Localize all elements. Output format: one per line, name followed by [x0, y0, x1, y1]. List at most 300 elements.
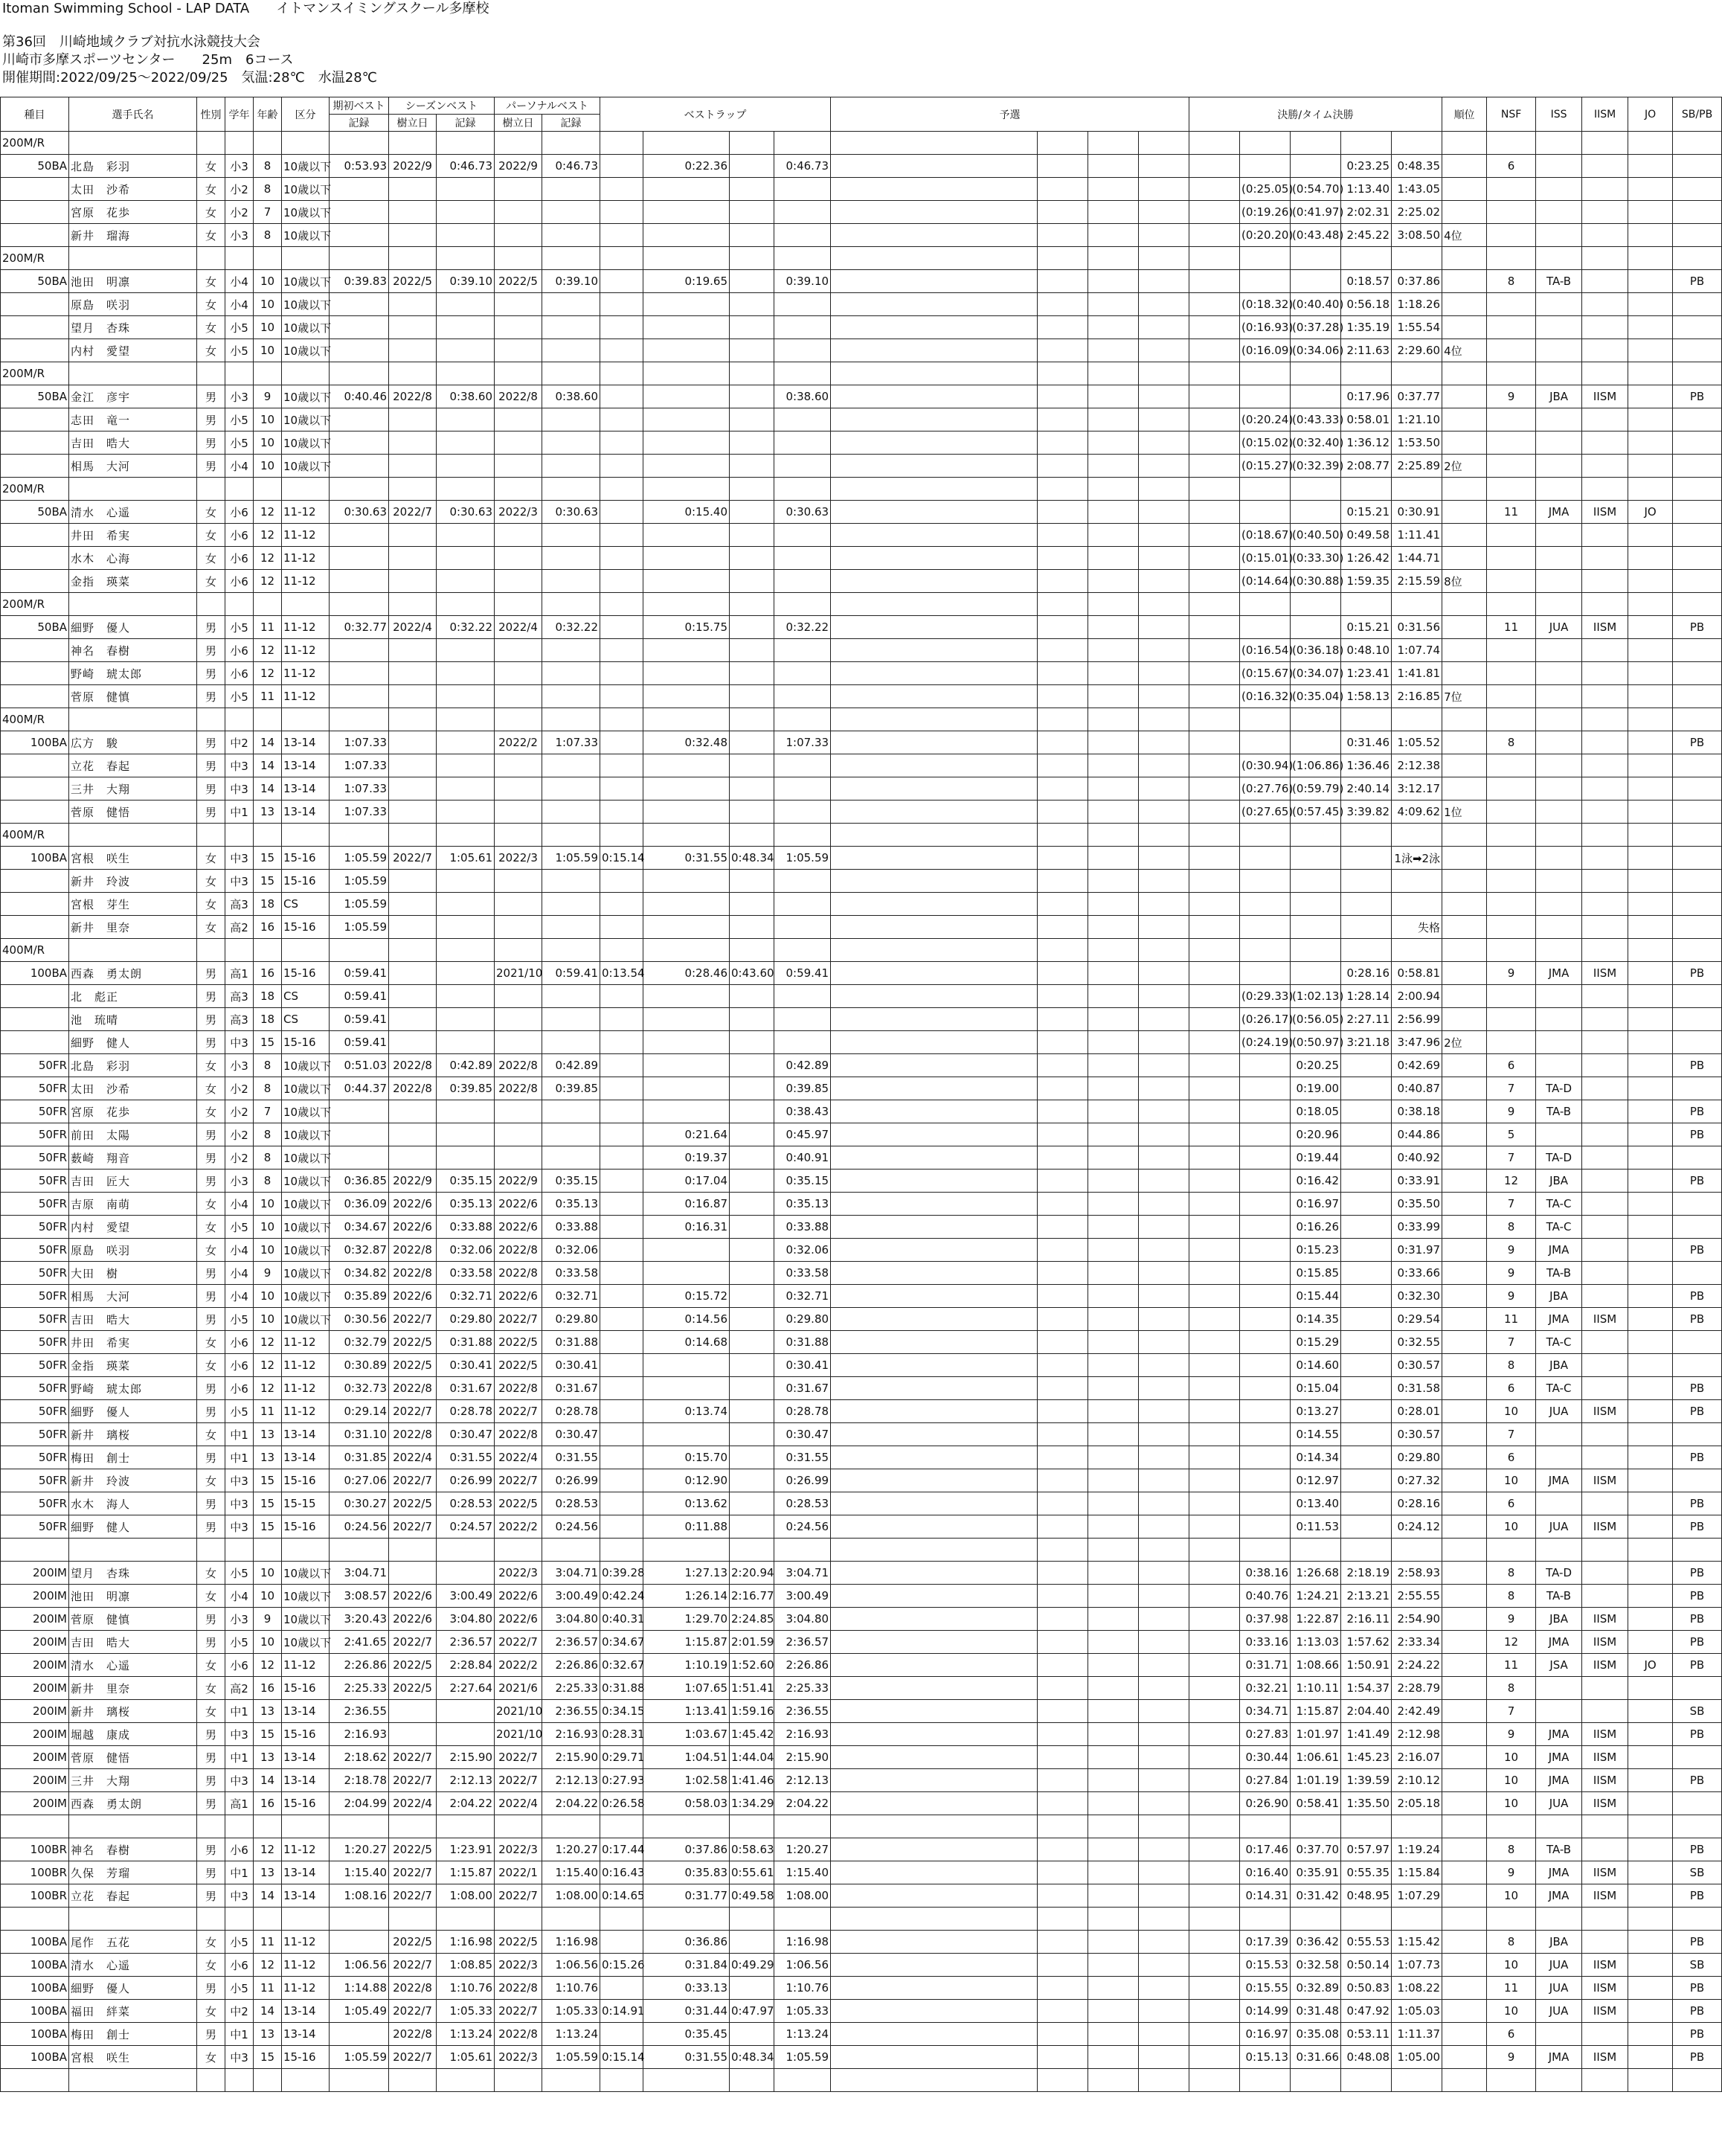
final-split: (0:16.32) — [1240, 685, 1291, 708]
final-split: 0:31.42 — [1291, 1884, 1341, 1908]
relay-group-label: 400M/R — [1, 824, 69, 847]
personal-best-date: 2022/7 — [495, 1469, 542, 1492]
prelim-split — [1088, 1792, 1139, 1815]
final-spacer — [1189, 1884, 1240, 1908]
entry-best-record: 2:36.55 — [330, 1700, 389, 1723]
season-best-date — [389, 985, 437, 1008]
jo-cell — [1628, 1492, 1673, 1515]
best-lap-split: 2:12.13 — [774, 1769, 831, 1792]
empty-cell — [774, 593, 831, 616]
best-lap-split: 1:44.04 — [730, 1746, 774, 1769]
entry-best-record: 0:31.10 — [330, 1423, 389, 1446]
prelim-split — [1038, 962, 1088, 985]
jo-cell — [1628, 2023, 1673, 2046]
empty-cell — [1189, 939, 1240, 962]
empty-cell — [1341, 478, 1392, 501]
final-split: 0:16.97 — [1291, 1193, 1341, 1216]
prelim-split — [831, 685, 1038, 708]
best-lap-split — [600, 1008, 643, 1031]
swimmer-name: 立花 春起 — [69, 754, 197, 777]
iism-cell — [1582, 1562, 1628, 1585]
prelim-split — [1088, 316, 1139, 339]
gender-cell: 男 — [197, 962, 225, 985]
event-cell: 100BA — [1, 1954, 69, 1977]
table-row — [1, 547, 1722, 570]
final-spacer — [1189, 1700, 1240, 1723]
swimmer-name: 太田 沙希 — [69, 1077, 197, 1100]
final-spacer — [1189, 570, 1240, 593]
empty-cell — [437, 708, 495, 731]
best-lap-split: 0:39.10 — [774, 270, 831, 293]
personal-best-record: 0:46.73 — [542, 155, 600, 178]
final-spacer — [1189, 1723, 1240, 1746]
swimmer-name: 細野 健人 — [69, 1515, 197, 1539]
entry-best-record: 1:07.33 — [330, 777, 389, 801]
gender-cell: 男 — [197, 1308, 225, 1331]
sbpb-cell: PB — [1673, 616, 1722, 639]
grade-cell: 小6 — [225, 1377, 254, 1400]
prelim-split — [1038, 1193, 1088, 1216]
age-cell: 18 — [254, 1008, 282, 1031]
empty-cell — [254, 478, 282, 501]
best-lap-split — [730, 1423, 774, 1446]
final-spacer — [1189, 1308, 1240, 1331]
meet-dates: 開催期間:2022/09/25～2022/09/25 気温:28℃ 水温28℃ — [2, 70, 377, 86]
season-best-date: 2022/8 — [389, 2023, 437, 2046]
sbpb-cell: PB — [1673, 1123, 1722, 1146]
final-split: 0:58.41 — [1291, 1792, 1341, 1815]
empty-cell — [330, 478, 389, 501]
iism-cell: IISM — [1582, 1769, 1628, 1792]
prelim-split — [1038, 1954, 1088, 1977]
division-cell: 10歳以下 — [282, 1146, 330, 1170]
prelim-split — [1088, 847, 1139, 870]
personal-best-date: 2022/1 — [495, 1861, 542, 1884]
prelim-split — [1038, 547, 1088, 570]
prelim-split — [1088, 1193, 1139, 1216]
best-lap-split: 0:32.06 — [774, 1239, 831, 1262]
empty-cell — [1487, 478, 1536, 501]
empty-cell — [1442, 708, 1487, 731]
best-lap-split: 0:14.56 — [643, 1308, 730, 1331]
season-best-date: 2022/5 — [389, 1677, 437, 1700]
jo-cell — [1628, 339, 1673, 362]
table-row — [1, 1977, 1722, 2000]
nsf-cell — [1487, 293, 1536, 316]
prelim-split — [831, 1054, 1038, 1077]
season-best-record: 0:42.89 — [437, 1054, 495, 1077]
personal-best-record — [542, 178, 600, 201]
empty-cell — [600, 1815, 643, 1838]
empty-cell — [254, 1815, 282, 1838]
final-split — [1291, 385, 1341, 408]
best-lap-split: 1:13.24 — [774, 2023, 831, 2046]
rank-cell — [1442, 1585, 1487, 1608]
prelim-split — [1038, 1239, 1088, 1262]
final-split: 0:48.10 — [1341, 639, 1392, 662]
swimmer-name: 池田 明凛 — [69, 1585, 197, 1608]
final-split: 3:08.50 — [1392, 224, 1442, 247]
entry-best-record — [330, 339, 389, 362]
rank-cell — [1442, 1608, 1487, 1631]
gender-cell: 女 — [197, 870, 225, 893]
prelim-split — [831, 1631, 1038, 1654]
season-best-record: 1:10.76 — [437, 1977, 495, 2000]
empty-cell — [69, 132, 197, 155]
swimmer-name: 太田 沙希 — [69, 178, 197, 201]
entry-best-record: 1:20.27 — [330, 1838, 389, 1861]
table-row — [1, 985, 1722, 1008]
final-split: 0:48.08 — [1341, 2046, 1392, 2069]
personal-best-record: 3:00.49 — [542, 1585, 600, 1608]
table-row — [1, 570, 1722, 593]
gender-cell: 女 — [197, 1193, 225, 1216]
empty-cell — [730, 2069, 774, 2092]
event-cell: 100BA — [1, 962, 69, 985]
event-cell: 100BA — [1, 1977, 69, 2000]
iss-cell: JBA — [1536, 1608, 1582, 1631]
empty-cell — [1341, 1908, 1392, 1931]
best-lap-split — [600, 1054, 643, 1077]
best-lap-split — [730, 385, 774, 408]
personal-best-record — [542, 985, 600, 1008]
empty-cell — [69, 2069, 197, 2092]
table-row — [1, 1400, 1722, 1423]
empty-cell — [600, 362, 643, 385]
empty-cell — [282, 247, 330, 270]
empty-cell — [1189, 362, 1240, 385]
division-cell: 10歳以下 — [282, 155, 330, 178]
prelim-split — [831, 801, 1038, 824]
nsf-cell: 11 — [1487, 1654, 1536, 1677]
iism-cell — [1582, 847, 1628, 870]
sbpb-cell — [1673, 293, 1722, 316]
rank-cell — [1442, 1884, 1487, 1908]
personal-best-date — [495, 685, 542, 708]
final-spacer — [1189, 1608, 1240, 1631]
final-split: 1:05.00 — [1392, 2046, 1442, 2069]
best-lap-split: 0:42.24 — [600, 1585, 643, 1608]
iss-cell — [1536, 316, 1582, 339]
division-cell: 10歳以下 — [282, 270, 330, 293]
empty-cell — [197, 1908, 225, 1931]
nsf-cell — [1487, 224, 1536, 247]
prelim-split — [1038, 1077, 1088, 1100]
prelim-split — [1139, 1746, 1189, 1769]
division-cell: 10歳以下 — [282, 1308, 330, 1331]
final-split — [1341, 1354, 1392, 1377]
best-lap-split: 2:24.85 — [730, 1608, 774, 1631]
personal-best-record — [542, 316, 600, 339]
prelim-split — [831, 847, 1038, 870]
rank-cell — [1442, 1654, 1487, 1677]
rank-cell: 4位 — [1442, 339, 1487, 362]
age-cell: 14 — [254, 1769, 282, 1792]
relay-group-label: 400M/R — [1, 708, 69, 731]
gender-cell: 男 — [197, 777, 225, 801]
best-lap-split: 0:49.58 — [730, 1884, 774, 1908]
iss-cell: JBA — [1536, 1354, 1582, 1377]
best-lap-split — [600, 1931, 643, 1954]
best-lap-split — [774, 1031, 831, 1054]
empty-cell — [643, 247, 730, 270]
final-spacer — [1189, 2023, 1240, 2046]
gender-cell: 男 — [197, 685, 225, 708]
final-split: 0:29.80 — [1392, 1446, 1442, 1469]
final-split: (0:43.33) — [1291, 408, 1341, 431]
prelim-split — [1088, 293, 1139, 316]
final-split — [1341, 1331, 1392, 1354]
sbpb-cell — [1673, 570, 1722, 593]
table-row — [1, 801, 1722, 824]
final-split: 0:57.97 — [1341, 1838, 1392, 1861]
final-split — [1240, 916, 1291, 939]
final-split: 0:20.96 — [1291, 1123, 1341, 1146]
grade-cell: 中3 — [225, 1769, 254, 1792]
sbpb-cell — [1673, 985, 1722, 1008]
final-split: 0:35.91 — [1291, 1861, 1341, 1884]
personal-best-date: 2022/8 — [495, 1977, 542, 2000]
final-split: 2:05.18 — [1392, 1792, 1442, 1815]
final-split: 0:17.39 — [1240, 1931, 1291, 1954]
rank-cell — [1442, 1216, 1487, 1239]
swimmer-name: 野崎 琥太郎 — [69, 1377, 197, 1400]
best-lap-split: 1:04.51 — [643, 1746, 730, 1769]
final-split — [1240, 385, 1291, 408]
empty-cell — [254, 1539, 282, 1562]
entry-best-record: 0:32.77 — [330, 616, 389, 639]
iss-cell — [1536, 408, 1582, 431]
sbpb-cell — [1673, 1146, 1722, 1170]
final-split — [1240, 1377, 1291, 1400]
empty-cell — [1341, 1539, 1392, 1562]
season-best-record: 2:36.57 — [437, 1631, 495, 1654]
iism-cell: IISM — [1582, 1884, 1628, 1908]
iss-cell: TA-C — [1536, 1331, 1582, 1354]
gender-cell: 女 — [197, 2000, 225, 2023]
swimmer-name: 吉田 晧大 — [69, 1308, 197, 1331]
rank-cell — [1442, 662, 1487, 685]
final-split: 0:23.25 — [1341, 155, 1392, 178]
iism-cell — [1582, 270, 1628, 293]
final-split: 0:53.11 — [1341, 2023, 1392, 2046]
final-split — [1291, 155, 1341, 178]
empty-cell — [1392, 593, 1442, 616]
final-split — [1341, 1377, 1392, 1400]
grade-cell: 中3 — [225, 870, 254, 893]
swimmer-name: 原島 咲羽 — [69, 1239, 197, 1262]
empty-cell — [437, 1539, 495, 1562]
nsf-cell: 9 — [1487, 2046, 1536, 2069]
final-split: 0:58.01 — [1341, 408, 1392, 431]
best-lap-split — [643, 639, 730, 662]
prelim-split — [1139, 1515, 1189, 1539]
iss-cell: TA-C — [1536, 1377, 1582, 1400]
final-spacer — [1189, 1377, 1240, 1400]
empty-cell — [1341, 132, 1392, 155]
season-best-record — [437, 1723, 495, 1746]
final-split: (0:36.18) — [1291, 639, 1341, 662]
final-spacer — [1189, 270, 1240, 293]
prelim-split — [1139, 1585, 1189, 1608]
prelim-split — [1038, 1654, 1088, 1677]
empty-cell — [831, 1539, 1038, 1562]
final-spacer — [1189, 1216, 1240, 1239]
best-lap-split — [774, 639, 831, 662]
empty-cell — [1291, 362, 1341, 385]
table-row — [1, 1884, 1722, 1908]
final-split: (0:50.97) — [1291, 1031, 1341, 1054]
group-row — [1, 708, 1722, 731]
prelim-split — [1038, 1123, 1088, 1146]
gender-cell: 男 — [197, 1492, 225, 1515]
empty-cell — [600, 939, 643, 962]
empty-cell — [1088, 939, 1139, 962]
event-cell — [1, 985, 69, 1008]
season-best-record — [437, 662, 495, 685]
best-lap-split: 1:20.27 — [774, 1838, 831, 1861]
best-lap-split — [730, 224, 774, 247]
best-lap-split — [643, 1008, 730, 1031]
division-cell: 11-12 — [282, 662, 330, 685]
best-lap-split — [730, 1008, 774, 1031]
grade-cell: 小5 — [225, 431, 254, 455]
jo-cell — [1628, 1977, 1673, 2000]
empty-cell — [330, 593, 389, 616]
empty-cell — [1088, 1908, 1139, 1931]
prelim-split — [1088, 893, 1139, 916]
grade-cell: 小5 — [225, 316, 254, 339]
age-cell: 8 — [254, 224, 282, 247]
empty-cell — [1673, 2069, 1722, 2092]
swimmer-name: 菅原 健悟 — [69, 801, 197, 824]
entry-best-record: 0:30.56 — [330, 1308, 389, 1331]
empty-cell — [643, 593, 730, 616]
swimmer-name: 神名 春樹 — [69, 1838, 197, 1861]
best-lap-split — [600, 431, 643, 455]
prelim-split — [1088, 1654, 1139, 1677]
final-split — [1341, 870, 1392, 893]
grade-cell: 小6 — [225, 1331, 254, 1354]
age-cell: 10 — [254, 455, 282, 478]
best-lap-split: 0:28.46 — [643, 962, 730, 985]
season-best-record — [437, 1123, 495, 1146]
prelim-split — [831, 1308, 1038, 1331]
empty-cell — [831, 247, 1038, 270]
empty-cell — [1240, 1908, 1291, 1931]
empty-cell — [389, 1815, 437, 1838]
rank-cell: 8位 — [1442, 570, 1487, 593]
final-split: 0:35.08 — [1291, 2023, 1341, 2046]
final-split: 0:14.99 — [1240, 2000, 1291, 2023]
table-row — [1, 1285, 1722, 1308]
best-lap-split: 0:38.60 — [774, 385, 831, 408]
empty-cell — [1341, 593, 1392, 616]
event-cell — [1, 431, 69, 455]
final-split: 1:11.37 — [1392, 2023, 1442, 2046]
empty-cell — [1038, 2069, 1088, 2092]
empty-cell — [1628, 1539, 1673, 1562]
iism-cell — [1582, 316, 1628, 339]
best-lap-split — [600, 1469, 643, 1492]
prelim-split — [1139, 1285, 1189, 1308]
final-split: 2:00.94 — [1392, 985, 1442, 1008]
best-lap-split — [774, 547, 831, 570]
empty-cell — [1240, 824, 1291, 847]
final-split — [1341, 1239, 1392, 1262]
nsf-cell: 9 — [1487, 1285, 1536, 1308]
grade-cell: 中1 — [225, 1746, 254, 1769]
rank-cell — [1442, 731, 1487, 754]
nsf-cell: 10 — [1487, 1792, 1536, 1815]
prelim-split — [831, 1608, 1038, 1631]
prelim-split — [1088, 1884, 1139, 1908]
final-split: 1:15.42 — [1392, 1931, 1442, 1954]
best-lap-split — [600, 731, 643, 754]
final-split: 3:12.17 — [1392, 777, 1442, 801]
rank-cell — [1442, 1562, 1487, 1585]
empty-cell — [282, 708, 330, 731]
jo-cell — [1628, 662, 1673, 685]
final-split: 2:02.31 — [1341, 201, 1392, 224]
personal-best-date: 2022/3 — [495, 2046, 542, 2069]
col-age: 年齢 — [254, 97, 282, 132]
age-cell: 8 — [254, 1123, 282, 1146]
season-best-record — [437, 985, 495, 1008]
empty-cell — [1487, 247, 1536, 270]
empty-cell — [69, 939, 197, 962]
table-row — [1, 1377, 1722, 1400]
empty-cell — [437, 132, 495, 155]
gender-cell: 男 — [197, 1515, 225, 1539]
table-row — [1, 731, 1722, 754]
personal-best-date: 2022/9 — [495, 155, 542, 178]
final-split — [1341, 1146, 1392, 1170]
final-spacer — [1189, 524, 1240, 547]
empty-cell — [1392, 2069, 1442, 2092]
prelim-split — [1088, 1608, 1139, 1631]
best-lap-split — [643, 916, 730, 939]
best-lap-split — [730, 2023, 774, 2046]
iss-cell — [1536, 662, 1582, 685]
table-row — [1, 1446, 1722, 1469]
empty-cell — [1673, 362, 1722, 385]
personal-best-record: 0:30.63 — [542, 501, 600, 524]
final-split — [1341, 1193, 1392, 1216]
final-split — [1240, 1077, 1291, 1100]
sbpb-cell — [1673, 1746, 1722, 1769]
best-lap-split — [730, 431, 774, 455]
nsf-cell: 11 — [1487, 501, 1536, 524]
rank-cell — [1442, 2000, 1487, 2023]
rank-cell — [1442, 1239, 1487, 1262]
iss-cell: JUA — [1536, 1792, 1582, 1815]
final-split: 0:32.55 — [1392, 1331, 1442, 1354]
swimmer-name: 新井 璃桜 — [69, 1700, 197, 1723]
empty-cell — [1628, 478, 1673, 501]
nsf-cell: 9 — [1487, 1100, 1536, 1123]
best-lap-split — [600, 916, 643, 939]
best-lap-split: 0:31.84 — [643, 1954, 730, 1977]
table-row — [1, 385, 1722, 408]
best-lap-split — [774, 1008, 831, 1031]
table-row — [1, 1723, 1722, 1746]
best-lap-split — [774, 339, 831, 362]
best-lap-split — [643, 316, 730, 339]
iss-cell: JMA — [1536, 1469, 1582, 1492]
prelim-split — [831, 455, 1038, 478]
jo-cell — [1628, 1838, 1673, 1861]
